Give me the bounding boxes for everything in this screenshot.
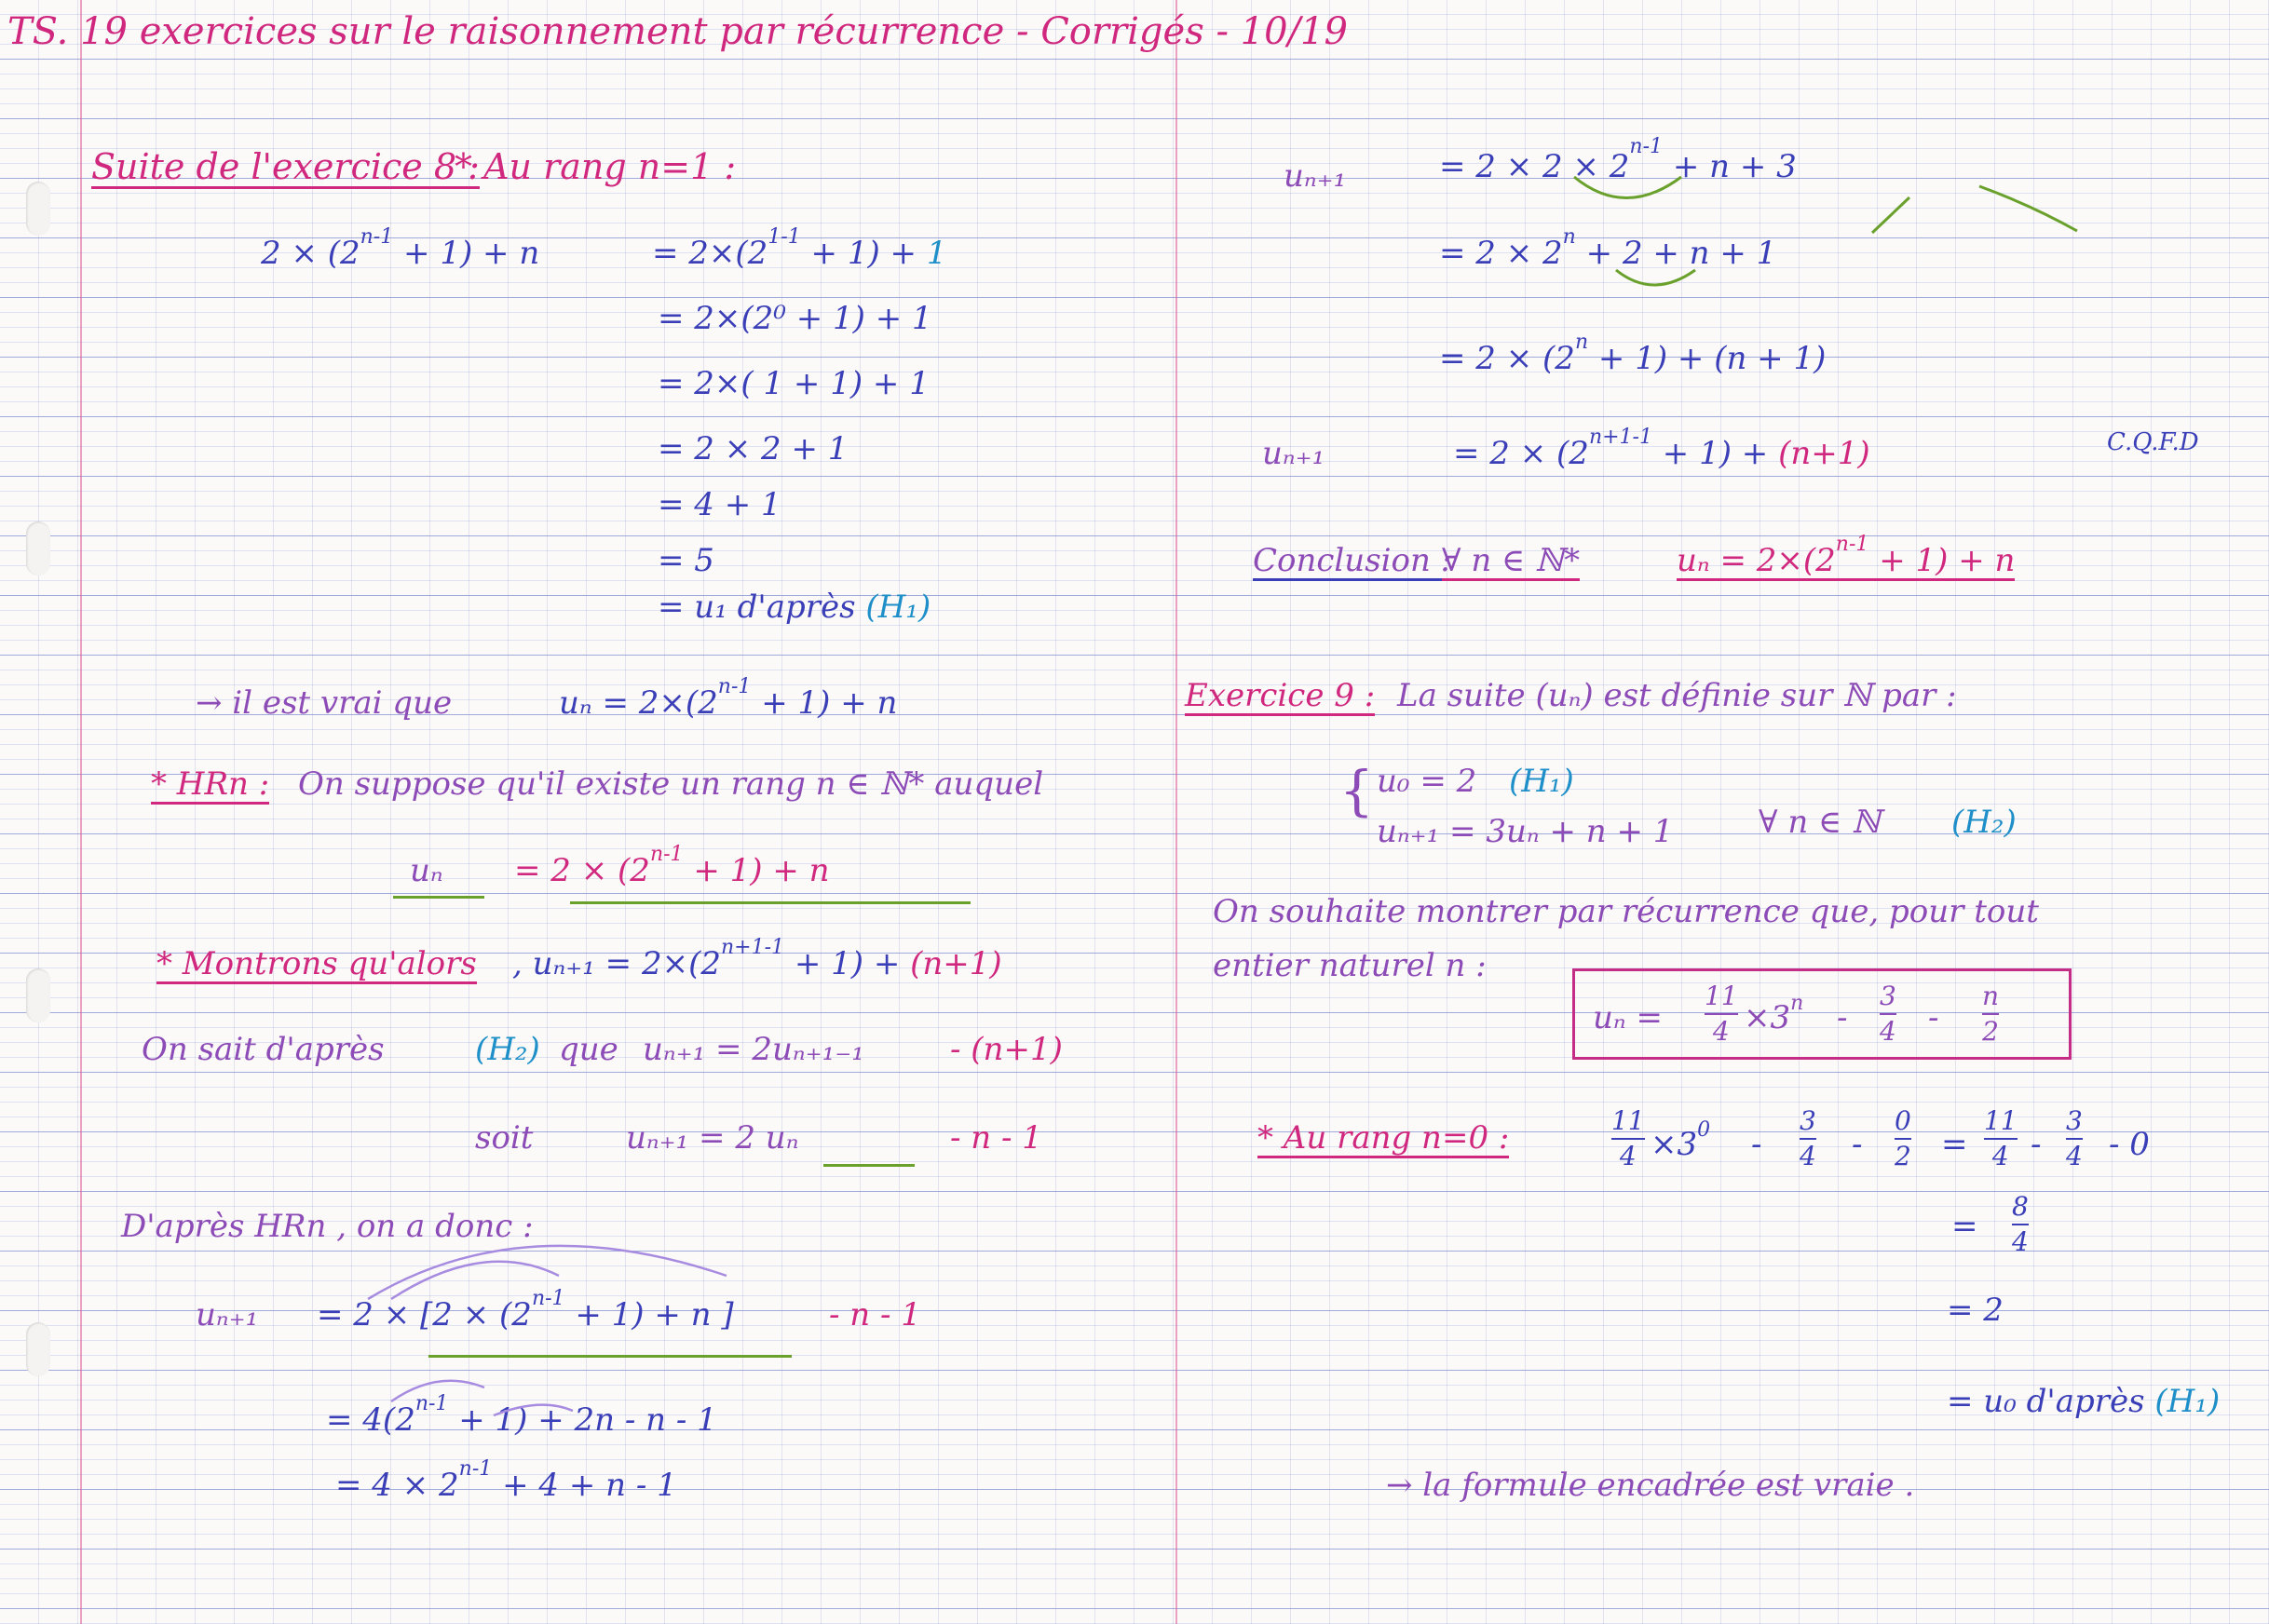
know-ref: (H₂) — [475, 1031, 540, 1068]
system-line-1-ref: (H₁) — [1509, 763, 1574, 800]
true-line: → il est vrai que — [196, 684, 453, 722]
init-step-final: = u₁ d'après (H₁) — [658, 589, 931, 626]
margin-line-middle — [1175, 0, 1177, 1624]
calc2: = $4(2^{n-1} + 1) + 2n - n - 1$ — [326, 1392, 717, 1439]
init9-end: - 0 — [2109, 1126, 2150, 1163]
calc1-lhs: uₙ₊₁ — [196, 1296, 259, 1333]
hr-label: * HRn : — [151, 765, 270, 803]
init9-frac-4: 11 4 — [1984, 1105, 2018, 1171]
init-lhs: $2 \times (2^{n-1} + 1) + n$ — [261, 225, 540, 272]
conclusion-label: Conclusion : — [1253, 542, 1452, 579]
soit-tail: - n - 1 — [950, 1119, 1042, 1157]
know-formula: uₙ₊₁ = 2uₙ₊₁₋₁ — [643, 1031, 864, 1068]
res1-eq: = — [1951, 1208, 1978, 1245]
conclusion-forall: ∀ n ∈ ℕ* — [1442, 542, 1581, 579]
r4-lhs: uₙ₊₁ — [1262, 435, 1325, 472]
init-step-5: = 5 — [658, 542, 714, 579]
underline-green — [823, 1164, 915, 1167]
calc1-end: - n - 1 — [829, 1296, 921, 1333]
hr-formula-lhs: uₙ — [410, 852, 443, 889]
init9-frac-5: 3 4 — [2066, 1105, 2083, 1171]
boxed-minus-2: - — [1928, 999, 1939, 1036]
r4: = $2 \times (2^{n+1-1} + 1) + (n+1)$ — [1453, 426, 1870, 472]
system-line-1: u₀ = 2 — [1377, 763, 1477, 800]
init-step-3: = 2 × 2 + 1 — [658, 430, 849, 467]
init9-minus: - — [1751, 1126, 1762, 1163]
boxed-frac-3: n 2 — [1982, 981, 2000, 1047]
binder-hole — [26, 1322, 50, 1376]
know-tail: - (n+1) — [950, 1031, 1063, 1068]
init9-frac-1: 11 4 — [1611, 1105, 1645, 1171]
ex9-text: La suite (uₙ) est définie sur ℕ par : — [1397, 677, 1957, 714]
boxed-lhs: uₙ = — [1593, 999, 1663, 1036]
hr-text: On suppose qu'il existe un rang n ∈ ℕ* auquel — [298, 765, 1044, 803]
init9-minus-2: - — [1852, 1126, 1863, 1163]
prompt-line-2: entier naturel n : — [1213, 947, 1487, 984]
soit-label: soit — [475, 1119, 534, 1157]
res3: = u₀ d'après (H₁) — [1947, 1383, 2221, 1420]
know-text: On sait d'après — [142, 1031, 385, 1068]
init-step-1: = 2×(2⁰ + 1) + 1 — [658, 300, 932, 337]
show-label: * Montrons qu'alors — [156, 945, 477, 982]
system-line-2-forall: ∀ n ∈ ℕ — [1759, 804, 1882, 841]
boxed-minus: - — [1837, 999, 1848, 1036]
init9-label: * Au rang n=0 : — [1257, 1119, 1510, 1157]
r1: = $2 \times 2 \times 2^{n-1} + n + 3$ — [1439, 135, 1797, 185]
underline-green — [393, 896, 484, 899]
system-line-2-ref: (H₂) — [1951, 804, 2017, 841]
boxed-frac-1: 11 4 — [1705, 981, 1738, 1047]
ex9-label: Exercice 9 : — [1185, 677, 1376, 714]
r2: = $2 \times 2^n + 2 + n + 1$ — [1439, 225, 1777, 272]
underline-green — [428, 1355, 792, 1358]
binder-hole — [26, 521, 50, 575]
know-que: que — [559, 1031, 618, 1068]
true-formula: $u_n = 2\times(2^{n-1} + 1) + n$ — [559, 675, 898, 722]
init-step-2: = 2×( 1 + 1) + 1 — [658, 365, 930, 402]
margin-line-left — [80, 0, 82, 1624]
final-line: → la formule encadrée est vraie . — [1386, 1467, 1915, 1504]
cqfd: C.Q.F.D — [2107, 428, 2199, 456]
page-title: TS. 19 exercices sur le raisonnement par récurrence - Corrigés - 10/19 — [7, 10, 1348, 53]
init-step-4: = 4 + 1 — [658, 486, 781, 523]
soit-formula: uₙ₊₁ = 2 uₙ — [626, 1119, 799, 1157]
res1-frac: 8 4 — [2012, 1191, 2029, 1257]
prompt-line-1: On souhaite montrer par récurrence que, pour tout — [1213, 893, 2039, 930]
init-rhs-1: = $2\times(2^{1-1} + 1) + 1$ — [652, 225, 947, 272]
left-heading: Suite de l'exercice 8 : — [91, 146, 480, 187]
binder-hole — [26, 182, 50, 236]
r1-lhs: uₙ₊₁ — [1284, 157, 1347, 195]
calc3: = $4 \times 2^{n-1} + 4 + n - 1$ — [335, 1457, 677, 1504]
system-line-2: uₙ₊₁ = 3uₙ + n + 1 — [1377, 813, 1674, 850]
calc1: = $2 \times [2 \times (2^{n-1} + 1) + n$ ] — [317, 1287, 734, 1333]
show-formula: , $u_{n+1} = 2\times(2^{n+1-1} + 1) + (n+1)$ — [512, 936, 1002, 982]
boxed-frac-2: 3 4 — [1880, 981, 1896, 1047]
system-brace: { — [1339, 759, 1374, 822]
init9-frac-2: 3 4 — [1800, 1105, 1816, 1171]
dapres-line: D'après HRn , on a donc : — [121, 1208, 534, 1245]
init9-minus-3: - — [2031, 1126, 2042, 1163]
underline-green — [570, 901, 971, 904]
init-label: * Au rang n=1 : — [455, 146, 737, 187]
init9-mid: $\times 3^0$ — [1651, 1118, 1711, 1163]
hr-formula-rhs: = $2 \times (2^{n-1} + 1) + n$ — [514, 843, 830, 889]
init9-eq: = — [1941, 1126, 1968, 1163]
binder-hole — [26, 968, 50, 1022]
init9-frac-3: 0 2 — [1895, 1105, 1911, 1171]
boxed-mid: $\times 3^n$ — [1744, 992, 1804, 1036]
res2: = 2 — [1947, 1292, 2004, 1329]
r3: = $2 \times (2^n + 1) + (n + 1)$ — [1439, 331, 1827, 377]
conclusion-formula: $u_n = 2\times(2^{n-1} + 1) + n$ — [1677, 533, 2016, 579]
